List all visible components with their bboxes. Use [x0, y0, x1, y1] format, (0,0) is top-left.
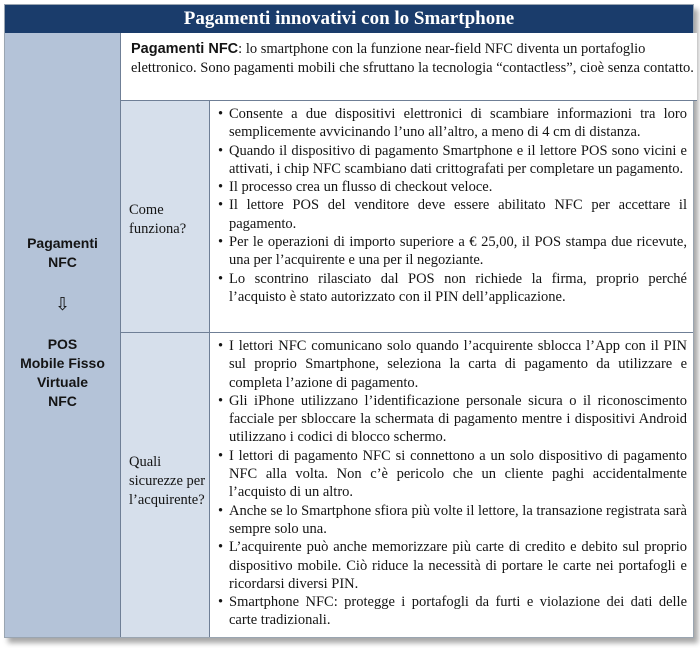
- question-cell-how: [121, 101, 210, 333]
- intro-paragraph: [121, 33, 697, 101]
- list-item: • Per le operazioni di importo superiore a € 25,00, il POS stampa due ricevute, una per l’acquirente e una per il negoziante.: [218, 233, 687, 270]
- answer-cell-security: [210, 333, 693, 637]
- list-item: • L’acquirente può anche memorizzare più carte di credito e debito sul proprio dispositivo mobile. Ciò riduce la necessità di portare le carte nei portafogli e ricordarsi diversi PIN.: [218, 538, 687, 593]
- category-line: Virtuale: [36, 374, 89, 390]
- category-label-top: [5, 234, 120, 272]
- infographic-panel: [4, 4, 694, 638]
- intro-text: : lo smartphone con la funzione near-field NFC diventa un portafoglio elettronico. Sono pagamenti mobili che sfruttano la tecnologia “contactless”, cioè senza contatto.: [131, 41, 694, 76]
- panel-title: Pagamenti innovativi con lo Smartphone: [5, 5, 693, 33]
- category-line: NFC: [48, 254, 77, 270]
- list-item: • Il processo crea un flusso di checkout veloce.: [218, 178, 687, 196]
- bullet-list: [210, 333, 693, 630]
- list-item: • Gli iPhone utilizzano l’identificazione personale sicura o il riconoscimento facciale per sbloccare la schermata di pagamento mentre i dispositivi Android utilizzano i codici di blocco schermo.: [218, 392, 687, 447]
- question-label: Come funziona?: [129, 202, 187, 237]
- answer-cell-how: [210, 101, 693, 333]
- list-item: • Quando il dispositivo di pagamento Smartphone e il lettore POS sono vicini e attivati, i chip NFC scambiano dati crittografati per completare un pagamento.: [218, 142, 687, 179]
- list-item: • Il lettore POS del venditore deve essere abilitato NFC per accettare il pagamento.: [218, 196, 687, 233]
- down-arrow-icon: ⇩: [54, 294, 71, 314]
- list-item: • Lo scontrino rilasciato dal POS non richiede la firma, proprio perché l’acquisto è stato autorizzato con il PIN dell’applicazione.: [218, 270, 687, 307]
- list-item: • Smartphone NFC: protegge i portafogli da furti e violazione dei dati delle carte tradizionali.: [218, 593, 687, 630]
- question-cell-security: [121, 333, 210, 637]
- left-category-column: [5, 33, 121, 637]
- category-line: POS: [47, 336, 78, 352]
- bullet-list: [210, 101, 693, 306]
- list-item: • I lettori di pagamento NFC si connettono a un solo dispositivo di pagamento NFC alla volta. Non c’è pericolo che un cliente paghi accidentalmente l’acquisto di un altro.: [218, 447, 687, 502]
- category-line: Pagamenti: [27, 235, 98, 251]
- question-label: Quali sicurezze per l’acquirente?: [129, 454, 206, 508]
- category-line: NFC: [48, 393, 77, 409]
- intro-term: Pagamenti NFC: [131, 41, 239, 57]
- list-item: • I lettori NFC comunicano solo quando l’acquirente sblocca l’App con il PIN sul proprio Smartphone, seleziona la carta di pagamento da utilizzare e completa l’azione di pagamento.: [218, 337, 687, 392]
- list-item: • Consente a due dispositivi elettronici di scambiare informazioni tra loro semplicemente avvicinando l’uno all’altro, a meno di 4 cm di distanza.: [218, 105, 687, 142]
- category-line: Mobile Fisso: [20, 355, 105, 371]
- category-label-bottom: [5, 335, 120, 411]
- list-item: • Anche se lo Smartphone sfiora più volte il lettore, la transazione registrata sarà sempre solo una.: [218, 502, 687, 539]
